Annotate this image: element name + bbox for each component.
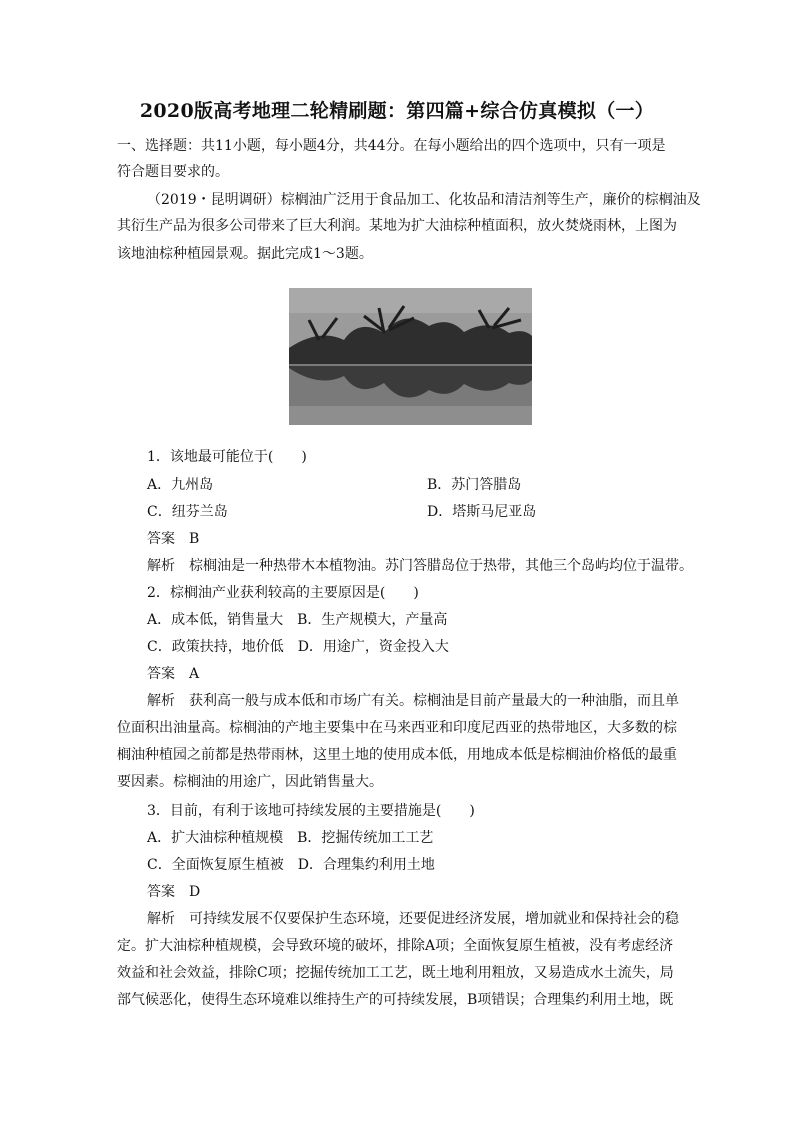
q3-options-ab: A．扩大油棕种植规模 B．挖掘传统加工工艺 [147,830,434,846]
q3-analysis-line: 解析 可持续发展不仅要保护生态环境，还要促进经济发展，增加就业和保持社会的稳 [147,911,679,927]
q1-analysis: 解析 棕榈油是一种热带木本植物油。苏门答腊岛位于热带，其他三个岛屿均位于温带。 [147,558,693,574]
material-line: 其衍生产品为很多公司带来了巨大利润。某地为扩大油棕种植面积，放火焚烧雨林，上图为 [117,218,677,234]
q2-answer: 答案 A [147,666,200,682]
q1-option-c: C．纽芬兰岛 [147,504,228,520]
q1-answer: 答案 B [147,531,200,547]
q3-analysis-line: 定。扩大油棕种植规模，会导致环境的破坏，排除A项；全面恢复原生植被，没有考虑经济 [117,938,674,954]
section-intro-line: 一、选择题：共11小题，每小题4分，共44分。在每小题给出的四个选项中，只有一项是 [117,138,666,154]
q2-analysis-line: 榈油种植园之前都是热带雨林，这里土地的使用成本低，用地成本低是棕榈油价格低的最重 [117,747,677,763]
material-line: 该地油棕种植园景观。据此完成1～3题。 [117,246,373,262]
q2-options-cd: C．政策扶持，地价低 D．用途广，资金投入大 [147,639,449,655]
question-1-stem: 1．该地最可能位于( ) [147,449,307,465]
q3-answer: 答案 D [147,884,201,900]
oil-palm-plantation-photo [289,288,532,425]
section-intro-line: 符合题目要求的。 [117,164,229,180]
q1-option-a: A．九州岛 [147,477,214,493]
q1-option-d: D．塔斯马尼亚岛 [427,504,537,520]
question-2-stem: 2．棕榈油产业获利较高的主要原因是( ) [147,585,419,601]
material-line: （2019・昆明调研）棕榈油广泛用于食品加工、化妆品和清洁剂等生产，廉价的棕榈油及 [147,192,701,208]
page-title: 2020版高考地理二轮精刷题：第四篇+综合仿真模拟（一） [139,100,655,122]
q2-analysis-line: 要因素。棕榈油的用途广，因此销售量大。 [117,774,383,790]
q2-options-ab: A．成本低，销售量大 B．生产规模大，产量高 [147,612,448,628]
q3-options-cd: C．全面恢复原生植被 D．合理集约利用土地 [147,857,435,873]
q3-analysis-line: 部气候恶化，使得生态环境难以维持生产的可持续发展，B项错误；合理集约利用土地，既 [117,992,674,1008]
q2-analysis-line: 解析 获利高一般与成本低和市场广有关。棕榈油是目前产量最大的一种油脂，而且单 [147,693,679,709]
q2-analysis-line: 位面积出油量高。棕榈油的产地主要集中在马来西亚和印度尼西亚的热带地区，大多数的棕 [117,720,677,736]
question-3-stem: 3．目前，有利于该地可持续发展的主要措施是( ) [147,803,475,819]
photo-illustration [289,288,532,425]
q1-option-b: B．苏门答腊岛 [427,477,522,493]
q3-analysis-line: 效益和社会效益，排除C项；挖掘传统加工工艺，既土地利用粗放，又易造成水土流失，局 [117,965,674,981]
